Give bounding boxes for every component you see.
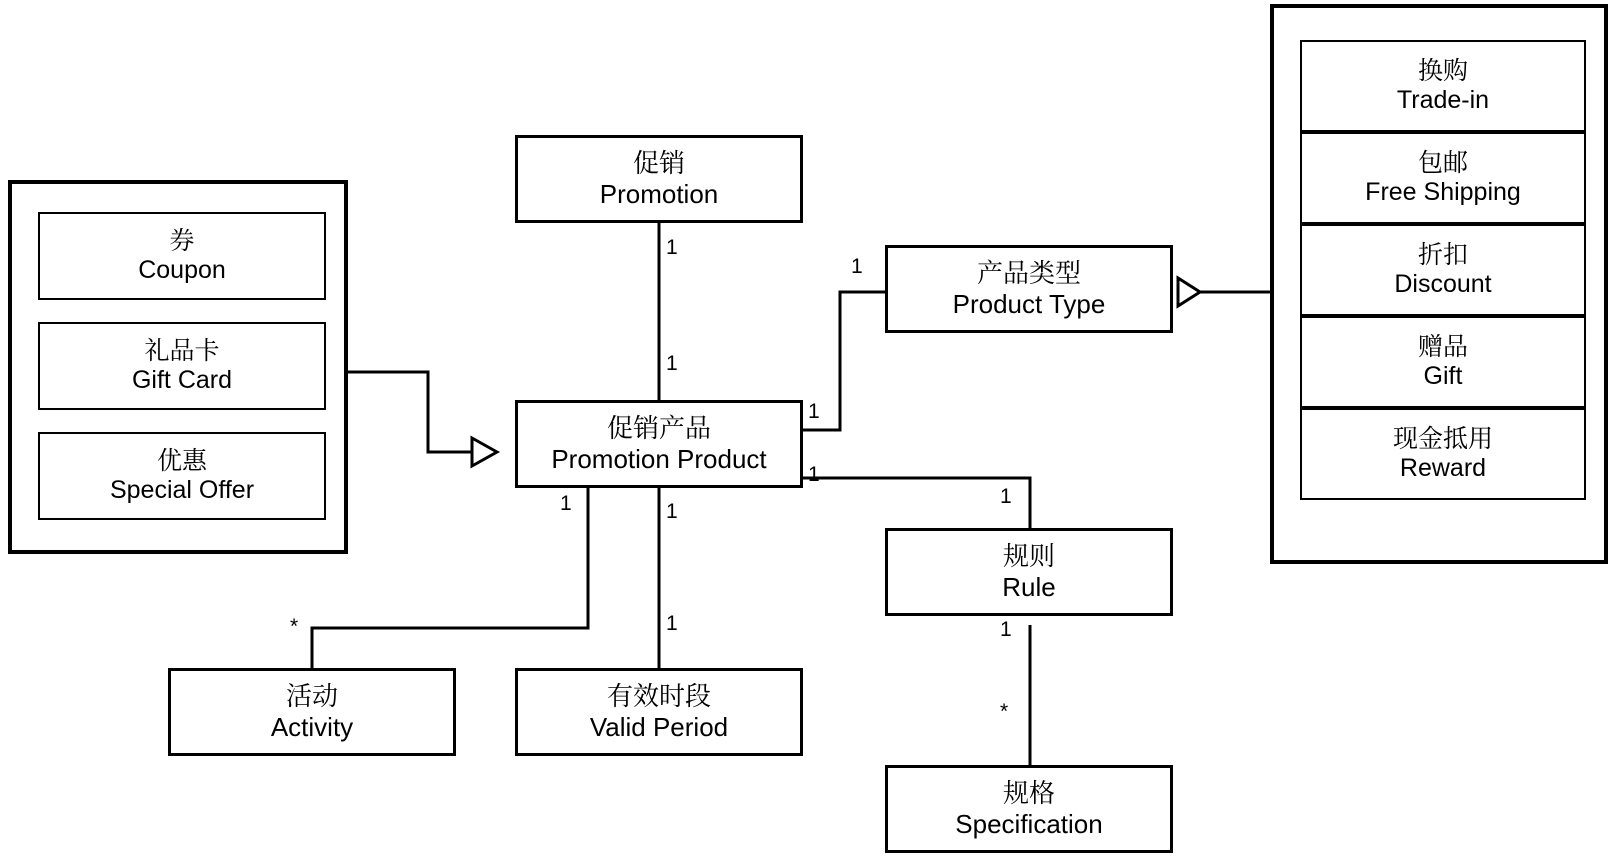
group-item-label-en: Gift Card bbox=[131, 366, 233, 394]
multiplicity-activity-end: * bbox=[290, 615, 299, 638]
group-item-label-zh: 换购 bbox=[1417, 56, 1468, 85]
group-item-label-en: Coupon bbox=[138, 256, 226, 284]
node-activity[interactable] bbox=[168, 668, 456, 756]
node-label-zh: 产品类型 bbox=[976, 258, 1081, 289]
multiplicity-promotion-product-bottom-left: 1 bbox=[560, 492, 572, 515]
node-label-zh: 规格 bbox=[1002, 778, 1055, 809]
group-item-label-zh: 折扣 bbox=[1417, 240, 1468, 269]
group-item-label-en: Trade-in bbox=[1396, 86, 1490, 114]
multiplicity-rule-top: 1 bbox=[1000, 485, 1012, 508]
multiplicity-valid-period-top: 1 bbox=[666, 500, 678, 523]
multiplicity-rule-bottom: 1 bbox=[1000, 618, 1012, 641]
multiplicity-promotion-product-right-upper: 1 bbox=[808, 400, 820, 423]
node-label-zh: 规则 bbox=[1002, 541, 1055, 572]
node-label-en: Product Type bbox=[952, 289, 1106, 319]
node-valid-period[interactable] bbox=[515, 668, 803, 756]
group-item-label-zh: 券 bbox=[169, 226, 195, 255]
product-type-subtypes-group bbox=[1270, 4, 1608, 564]
group-item-label-en: Special Offer bbox=[109, 476, 255, 504]
node-rule[interactable] bbox=[885, 528, 1173, 616]
group-item-trade-in[interactable] bbox=[1300, 40, 1586, 132]
promotion-product-subtypes-group bbox=[8, 180, 348, 554]
group-item-label-en: Gift bbox=[1423, 362, 1463, 390]
group-item-label-zh: 包邮 bbox=[1417, 148, 1468, 177]
group-item-gift-card[interactable] bbox=[38, 322, 326, 410]
node-label-en: Specification bbox=[955, 809, 1103, 839]
multiplicity-promotion-product-top: 1 bbox=[666, 352, 678, 375]
node-label-en: Activity bbox=[270, 712, 354, 742]
node-label-en: Promotion Product bbox=[551, 444, 767, 474]
group-item-gift[interactable] bbox=[1300, 316, 1586, 408]
multiplicity-product-type-left: 1 bbox=[851, 255, 863, 278]
node-promotion[interactable] bbox=[515, 135, 803, 223]
node-label-zh: 促销 bbox=[632, 148, 685, 179]
group-item-label-en: Free Shipping bbox=[1365, 178, 1521, 206]
group-item-special-offer[interactable] bbox=[38, 432, 326, 520]
multiplicity-promotion-product-right-lower: 1 bbox=[808, 463, 820, 486]
node-label-zh: 活动 bbox=[285, 681, 338, 712]
group-item-label-zh: 现金抵用 bbox=[1392, 424, 1493, 453]
multiplicity-promotion-bottom: 1 bbox=[666, 236, 678, 259]
node-label-en: Valid Period bbox=[589, 712, 729, 742]
node-specification[interactable] bbox=[885, 765, 1173, 853]
multiplicity-valid-period-bottom: 1 bbox=[666, 612, 678, 635]
group-item-coupon[interactable] bbox=[38, 212, 326, 300]
node-label-en: Promotion bbox=[599, 179, 719, 209]
group-item-label-zh: 赠品 bbox=[1417, 332, 1468, 361]
group-item-label-en: Reward bbox=[1399, 454, 1487, 482]
group-item-reward[interactable] bbox=[1300, 408, 1586, 500]
group-item-label-en: Discount bbox=[1394, 270, 1492, 298]
node-promotion-product[interactable] bbox=[515, 400, 803, 488]
node-label-zh: 有效时段 bbox=[606, 681, 711, 712]
node-product-type[interactable] bbox=[885, 245, 1173, 333]
group-item-label-zh: 礼品卡 bbox=[144, 336, 220, 365]
node-label-en: Rule bbox=[1002, 572, 1056, 602]
group-item-free-shipping[interactable] bbox=[1300, 132, 1586, 224]
group-item-discount[interactable] bbox=[1300, 224, 1586, 316]
node-label-zh: 促销产品 bbox=[606, 413, 711, 444]
group-item-label-zh: 优惠 bbox=[156, 446, 207, 475]
multiplicity-specification-top: * bbox=[1000, 700, 1009, 723]
